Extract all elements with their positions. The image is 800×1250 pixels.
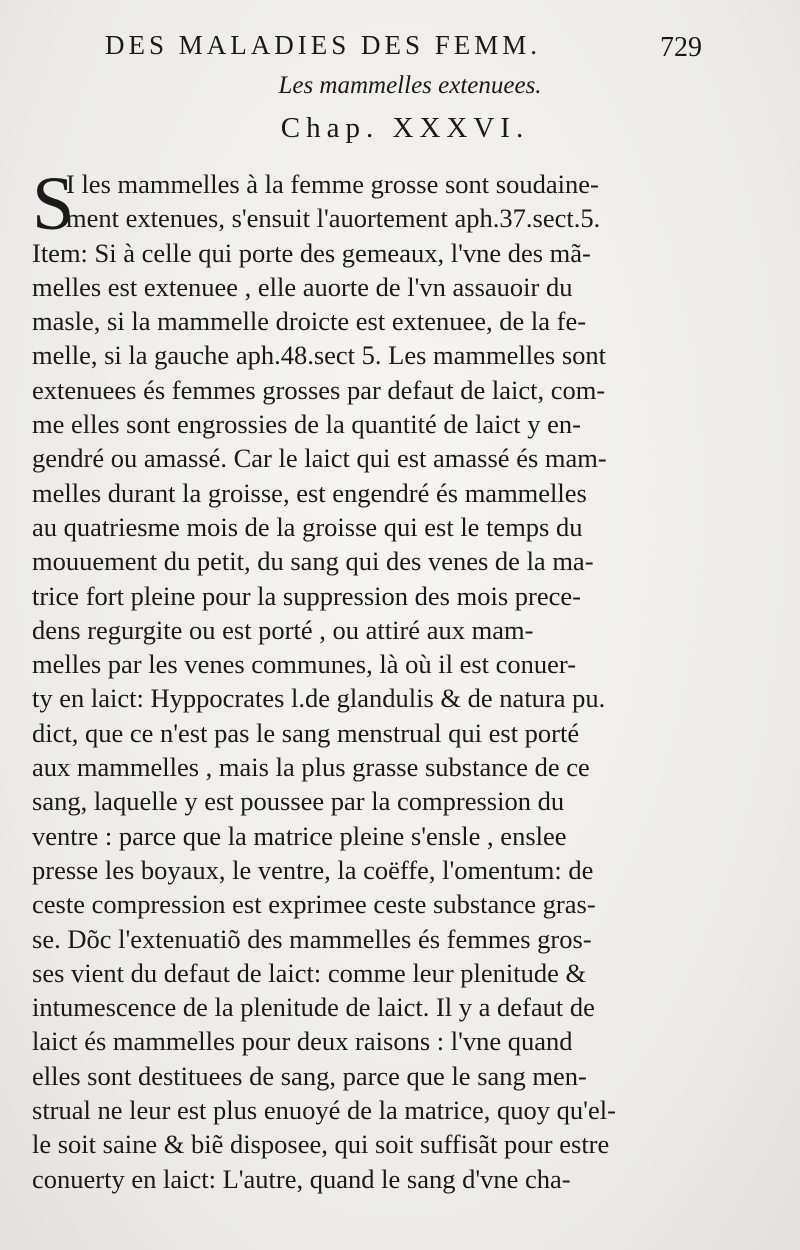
text-line: ceste compression est exprimee ceste substance gras- [32,889,596,920]
text-line: mouuement du petit, du sang qui des venes de la ma- [32,546,594,577]
text-line: intumescence de la plenitude de laict. Il y a defaut de [32,992,595,1023]
text-line: me elles sont engrossies de la quantité de laict y en- [32,409,581,440]
running-head [0,30,800,70]
text-line: aux mammelles , mais la plus grasse substance de ce [32,752,590,783]
chapter-number: Chap. XXXVI. [280,112,530,144]
text-line: le soit saine & biẽ disposee, qui soit suffisãt pour estre [32,1129,610,1160]
chapter-title: Les mammelles extenuees. [278,72,542,99]
text-line: laict és mammelles pour deux raisons : l'vne quand [32,1026,573,1057]
text-line: melles durant la groisse, est engendré és mammelles [32,477,587,508]
text-line: presse les boyaux, le ventre, la coëffe, l'omentum: de [32,854,594,885]
text-line: ventre : parce que la matrice pleine s'ensle , enslee [32,820,567,851]
page-number: 729 [660,32,702,63]
text-line: sang, laquelle y est poussee par la compression du [32,786,565,817]
text-line: melles est extenuee , elle auorte de l'vn assauoir du [32,271,573,302]
text-line: gendré ou amassé. Car le laict qui est amassé és mam- [32,443,607,474]
text-line: strual ne leur est plus enuoyé de la matrice, quoy qu'el- [32,1095,616,1126]
body-text [32,162,752,1196]
drop-cap-initial: S [32,162,75,246]
text-line: Item: Si à celle qui porte des gemeaux, l'vne des mã- [32,237,591,268]
text-line: au quatriesme mois de la groisse qui est le temps du [32,511,583,542]
text-line: extenuees és femmes grosses par defaut de laict, com- [32,374,606,405]
text-line: conuerty en laict: L'autre, quand le sang d'vne cha- [32,1163,571,1194]
text-line: dict, que ce n'est pas le sang menstrual qui est porté [32,717,580,748]
text-line: melle, si la gauche aph.48.sect 5. Les mammelles sont [32,340,607,371]
text-line: se. Dõc l'extenuatiõ des mammelles és femmes gros- [32,923,592,954]
text-line: ment extenues, s'ensuit l'auortement aph.37.sect.5. [66,203,601,234]
text-line: I les mammelles à la femme grosse sont soudaine- [66,169,599,199]
text-line: dens regurgite ou est porté , ou attiré aux mam- [32,614,534,645]
text-line: ty en laict: Hyppocrates l.de glandulis & de natura pu. [32,683,606,714]
text-line: trice fort pleine pour la suppression des mois prece- [32,580,581,611]
text-line: elles sont destituees de sang, parce que le sang men- [32,1060,587,1091]
text-line: ses vient du defaut de laict: comme leur plenitude & [32,957,587,988]
running-head-title: DES MALADIES DES FEMM. [105,30,542,60]
text-line: masle, si la mammelle droicte est extenuee, de la fe- [32,306,587,337]
text-line: melles par les venes communes, là où il est conuer- [32,649,577,680]
